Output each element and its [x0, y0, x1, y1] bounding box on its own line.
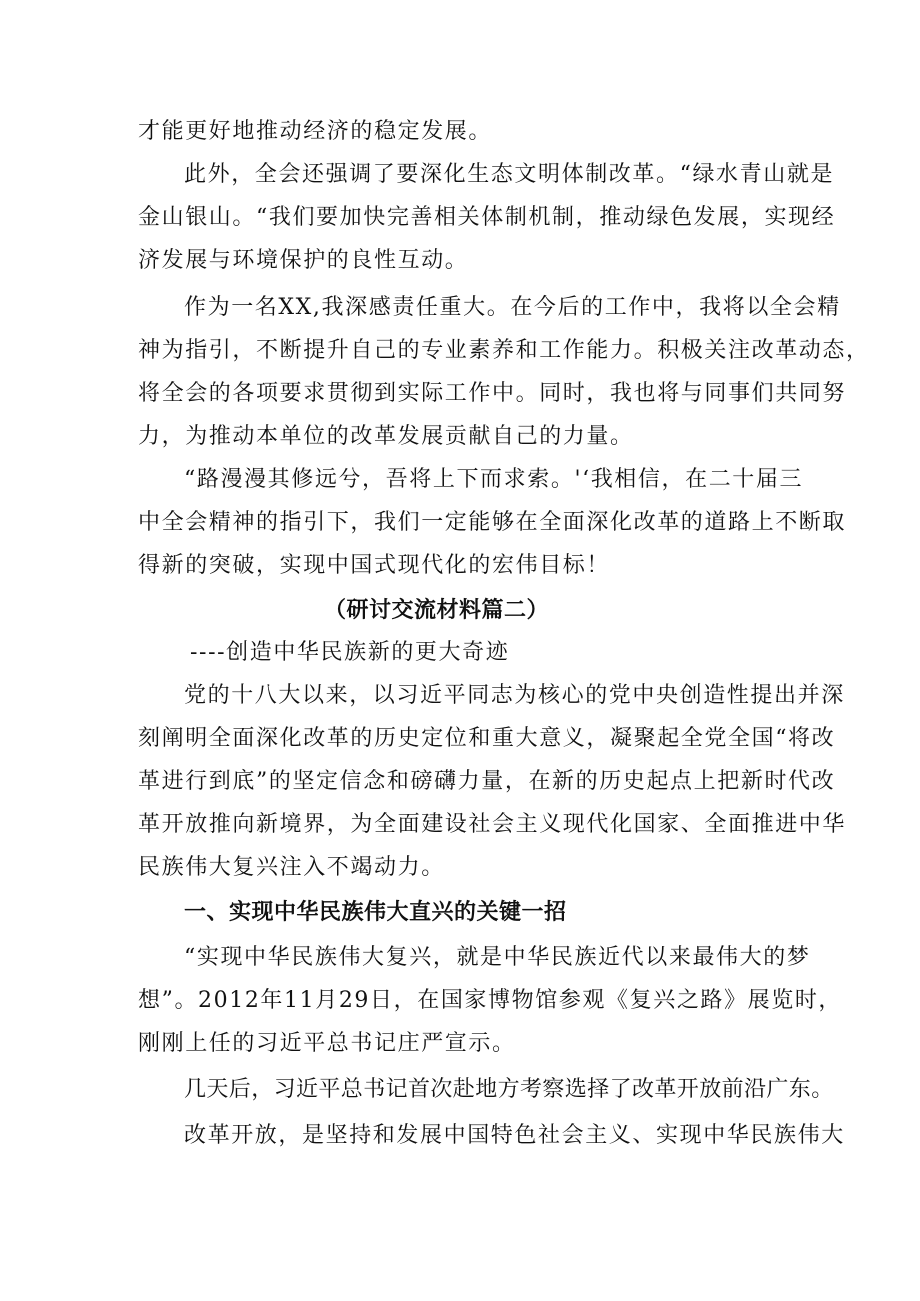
text-line: 中全会精神的指引下，我们一定能够在全面深化改革的道路上不断取 — [138, 510, 847, 535]
paragraph-first-line: “路漫漫其修远兮，吾将上下而求索。'‘我相信，在二十届三 — [184, 467, 804, 492]
paragraph-first-line: 此外，全会还强调了要深化生态文明体制改革。“绿水青山就是 — [184, 162, 835, 187]
section-title: （研讨交流材料篇二） — [324, 598, 550, 623]
text-line: 得新的突破，实现中国式现代化的宏伟目标！ — [138, 553, 611, 578]
text-line: 革进行到底”的坚定信念和磅礴力量，在新的历史起点上把新时代改 — [138, 769, 836, 794]
paragraph-first-line: 几天后，习近平总书记首次赴地方考察选择了改革开放前沿广东。 — [184, 1077, 834, 1102]
section-heading: 一、实现中华民族伟大直兴的关键一招 — [184, 900, 567, 925]
text-line: 民族伟大复兴注入不竭动力。 — [138, 855, 445, 880]
paragraph-first-line: “实现中华民族伟大复兴，就是中华民族近代以来最伟大的梦 — [184, 945, 811, 970]
text-line: 刚刚上任的习近平总书记庄严宣示。 — [138, 1031, 516, 1056]
paragraph-first-line: 作为一名XX,我深感责任重大。在今后的工作中，我将以全会精 — [184, 295, 841, 320]
paragraph-first-line: 改革开放，是坚持和发展中国特色社会主义、实现中华民族伟大 — [184, 1123, 845, 1148]
section-subtitle: ----创造中华民族新的更大奇迹 — [190, 640, 510, 665]
text-line: 金山银山。“我们要加快完善相关体制机制，推动绿色发展，实现经 — [138, 205, 836, 230]
paragraph-first-line: 党的十八大以来，以习近平同志为核心的党中央创造性提出并深 — [184, 683, 845, 708]
text-line: 才能更好地推动经济的稳定发展。 — [138, 119, 493, 144]
text-line: 力，为推动本单位的改革发展贡献自己的力量。 — [138, 424, 634, 449]
text-line: 刻阐明全面深化改革的历史定位和重大意义，凝聚起全党全国“将改 — [138, 726, 836, 751]
text-line: 济发展与环境保护的良性互动。 — [138, 248, 469, 273]
text-line: 革开放推向新境界，为全面建设社会主义现代化国家、全面推进中华 — [138, 812, 847, 837]
text-line: 想”。2012年11月29日，在国家博物馆参观《复兴之路》展览时， — [138, 988, 843, 1013]
text-line: 神为指引，不断提升自己的专业素养和工作能力。积极关注改革动态， — [138, 338, 870, 363]
text-line: 将全会的各项要求贯彻到实际工作中。同时，我也将与同事们共同努 — [138, 381, 847, 406]
